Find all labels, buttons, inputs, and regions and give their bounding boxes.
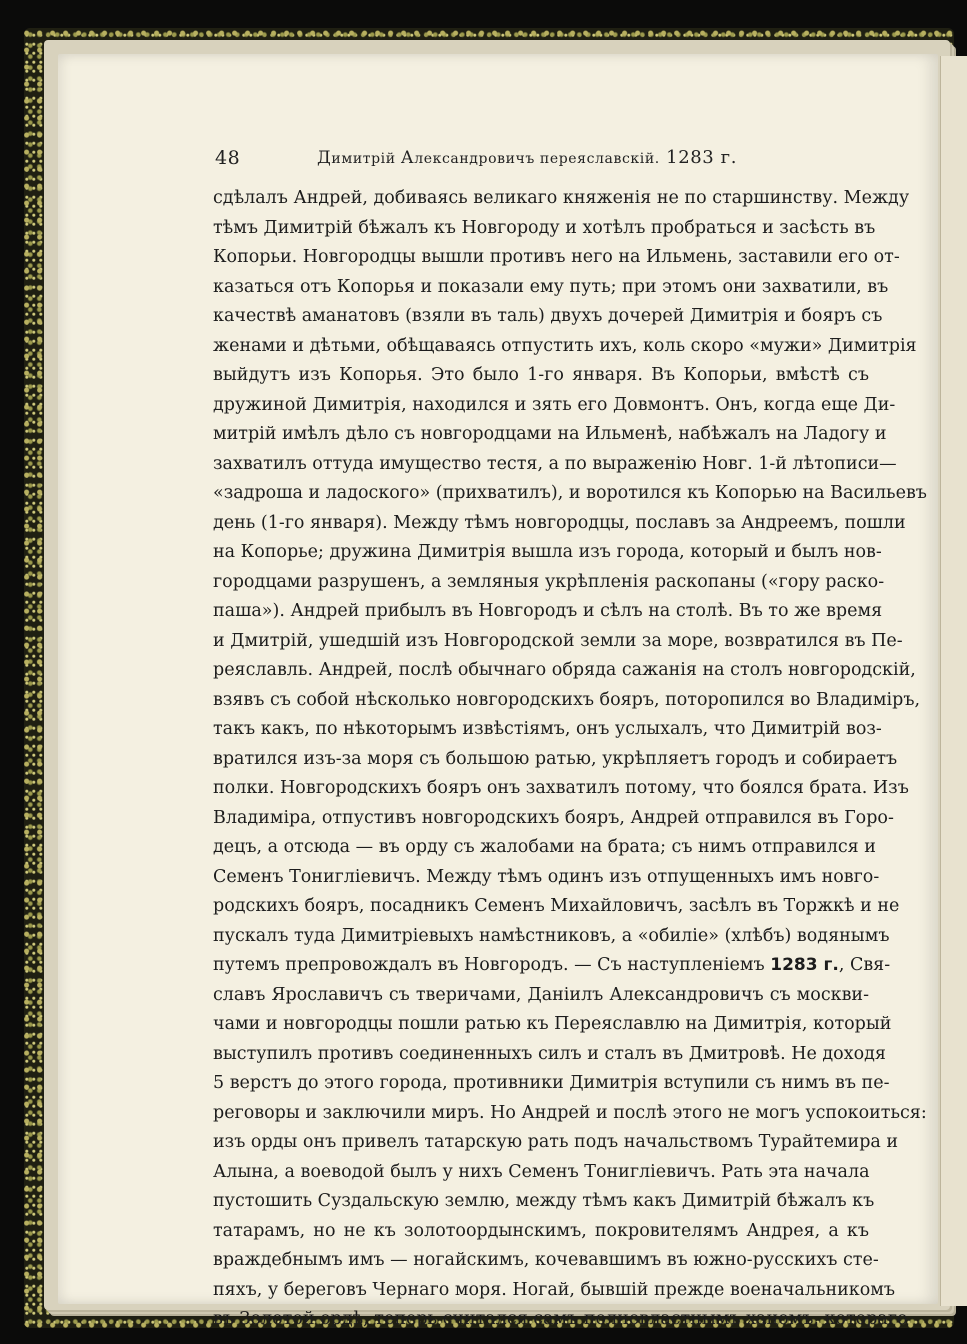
- page-number: 48: [215, 147, 241, 169]
- text-line-10: захватилъ оттуда имущество тестя, а по выраженію Новг. 1-й лѣтописи—: [213, 453, 897, 474]
- text-line-35: пустошить Суздальскую землю, между тѣмъ какъ Димитрій бѣжалъ къ: [213, 1191, 875, 1211]
- text-line-31: 5 верстъ до этого города, противники Димитрія вступили съ нимъ въ пе-: [213, 1073, 890, 1093]
- highlighted-year: 1283 г.: [770, 955, 839, 975]
- text-line-16: и Дмитрій, ушедшій изъ Новгородской земли за море, возвратился въ Пе-: [213, 630, 903, 651]
- text-line-27-end: , Свя-: [838, 955, 891, 975]
- text-line-37: враждебнымъ имъ — ногайскимъ, кочевавшимъ въ южно-русскихъ сте-: [213, 1250, 879, 1270]
- text-line-29: чами и новгородцы пошли ратью къ Переяславлю на Димитрія, который: [213, 1014, 892, 1034]
- text-line-25: родскихъ бояръ, посадникъ Семенъ Михайловичъ, засѣлъ въ Торжкѣ и не: [213, 896, 900, 916]
- text-line-13: на Копорье; дружина Димитрія вышла изъ города, который и былъ нов-: [213, 542, 882, 562]
- text-line-8: дружиной Димитрія, находился и зять его Довмонтъ. Онъ, когда еще Ди-: [213, 394, 896, 415]
- body-text: [213, 184, 927, 1335]
- text-line-20: вратился изъ-за моря съ большою ратью, укрѣпляетъ городъ и собираетъ: [213, 748, 898, 769]
- text-line-19: такъ какъ, по нѣкоторымъ извѣстіямъ, онъ услыхалъ, что Димитрій воз-: [213, 719, 882, 739]
- text-line-24: Семенъ Тонигліевичъ. Между тѣмъ одинъ изъ отпущенныхъ имъ новго-: [213, 866, 880, 887]
- next-page-edge: [940, 56, 967, 1306]
- text-line-9: митрій имѣлъ дѣло съ новгородцами на Ильменѣ, набѣжалъ на Ладогу и: [213, 424, 887, 444]
- text-line-14: городцами разрушенъ, а земляныя укрѣпленія раскопаны («гору раско-: [213, 571, 885, 592]
- text-line-26: пускалъ туда Димитріевыхъ намѣстниковъ, а «обиліе» (хлѣбъ) водянымъ: [213, 925, 890, 946]
- text-line-2: тѣмъ Димитрій бѣжалъ къ Новгороду и хотѣлъ пробраться и засѣсть въ: [213, 217, 876, 238]
- text-line-5: качествѣ аманатовъ (взяли въ таль) двухъ дочерей Димитрія и бояръ съ: [213, 306, 883, 326]
- running-title-part-2: лександровичъ переяславскій.: [414, 151, 660, 167]
- text-line-38: пяхъ, у береговъ Чернаго моря. Ногай, бывшій прежде военачальникомъ: [213, 1279, 896, 1300]
- running-title: [317, 147, 737, 168]
- text-line-21: полки. Новгородскихъ бояръ онъ захватилъ потому, что боялся брата. Изъ: [213, 778, 909, 798]
- running-title-cap-1: Д: [317, 148, 332, 168]
- text-line-17: реяславль. Андрей, послѣ обычнаго обряда сажанія на столъ новгородскій,: [213, 660, 916, 680]
- text-line-18: взявъ съ собой нѣсколько новгородскихъ бояръ, поторопился во Владиміръ,: [213, 689, 921, 710]
- text-line-3: Копорьи. Новгородцы вышли противъ него на Ильмень, заставили его от-: [213, 247, 900, 267]
- text-line-22: Владиміра, отпустивъ новгородскихъ бояръ, Андрей отправился въ Горо-: [213, 807, 894, 828]
- text-line-39: въ Золотой ордѣ, теперь считался самъ полновластнымъ ханомъ, котораго: [213, 1309, 908, 1329]
- text-line-32: реговоры и заключили миръ. Но Андрей и послѣ этого не могъ успокоиться:: [213, 1102, 927, 1123]
- text-line-27-start: путемъ препровождалъ въ Новгородъ. — Съ наступленіемъ: [213, 955, 765, 975]
- text-line-27: [213, 951, 891, 981]
- text-line-11: «задроша и ладоского» (прихватилъ), и воротился къ Копорью на Васильевъ: [213, 483, 927, 503]
- running-title-part-1: имитрій: [331, 151, 401, 167]
- text-line-28: славъ Ярославичъ съ тверичами, Даніилъ Александровичъ съ москви-: [213, 984, 869, 1005]
- text-line-33: изъ орды онъ привелъ татарскую рать подъ начальствомъ Турайтемира и: [213, 1132, 899, 1152]
- text-line-6: женами и дѣтьми, обѣщаваясь отпустить ихъ, коль скоро «мужи» Димитрія: [213, 335, 917, 356]
- page-header: [215, 147, 855, 175]
- running-title-year: 1283 г.: [659, 147, 738, 168]
- text-line-23: децъ, а отсюда — въ орду съ жалобами на брата; съ нимъ отправился и: [213, 837, 876, 857]
- text-line-1: сдѣлалъ Андрей, добиваясь великаго княженія не по старшинству. Между: [213, 188, 910, 208]
- text-line-15: паша»). Андрей прибылъ въ Новгородъ и сѣлъ на столѣ. Въ то же время: [213, 601, 883, 621]
- text-line-30: выступилъ противъ соединенныхъ силъ и сталъ въ Дмитровѣ. Не доходя: [213, 1043, 886, 1064]
- text-line-4: казаться отъ Копорья и показали ему путь; при этомъ они захватили, въ: [213, 276, 889, 297]
- running-title-cap-2: А: [400, 148, 415, 168]
- text-line-34: Алына, а воеводой былъ у нихъ Семенъ Тонигліевичъ. Рать эта начала: [213, 1161, 870, 1182]
- text-line-36: татарамъ, но не къ золотоордынскимъ, покровителямъ Андрея, а къ: [213, 1220, 869, 1241]
- text-line-7: выйдутъ изъ Копорья. Это было 1-го января. Въ Копорьи, вмѣстѣ съ: [213, 365, 869, 385]
- text-line-12: день (1-го января). Между тѣмъ новгородцы, пославъ за Андреемъ, пошли: [213, 512, 906, 533]
